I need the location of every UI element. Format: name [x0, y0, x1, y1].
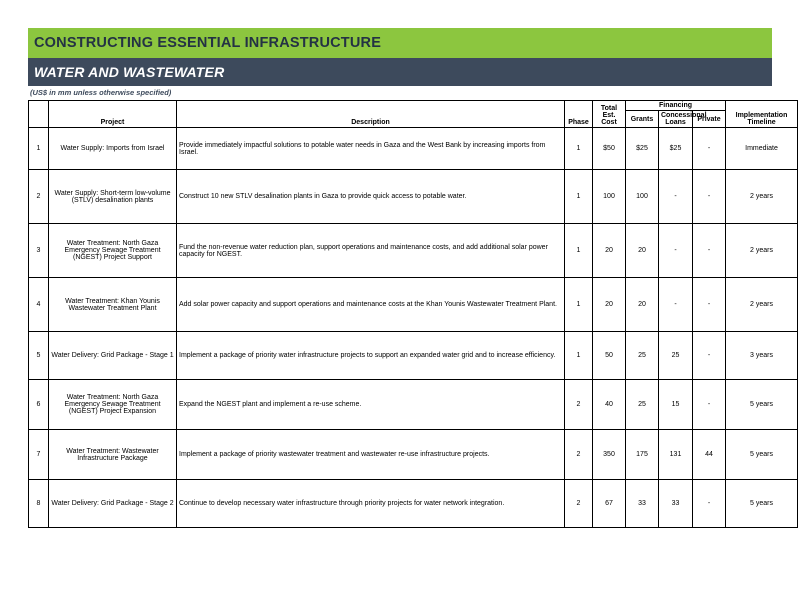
cell-phase: 2	[565, 480, 593, 528]
page-title: CONSTRUCTING ESSENTIAL INFRASTRUCTURE	[34, 35, 382, 51]
cell-private: 44	[693, 430, 726, 480]
col-header-financing: Financing	[626, 101, 726, 111]
slide-subheader-banner	[28, 58, 772, 86]
cell-concessional-loans: $25	[659, 128, 693, 170]
cell-description: Implement a package of priority wastewater treatment and wastewater re-use infrastructure projects.	[177, 430, 565, 480]
cell-phase: 2	[565, 430, 593, 480]
cell-grants: 20	[626, 224, 659, 278]
cell-private: -	[693, 224, 726, 278]
col-header-concessional-line1: Concessional	[661, 112, 707, 119]
cell-concessional-loans: -	[659, 278, 693, 332]
cell-total-cost: 40	[593, 380, 626, 430]
cell-description: Continue to develop necessary water infrastructure through priority projects for water network integration.	[177, 480, 565, 528]
cell-timeline: 2 years	[726, 224, 798, 278]
cell-description: Provide immediately impactful solutions to potable water needs in Gaza and the West Bank by increasing imports from Israel.	[177, 128, 565, 170]
table-row	[29, 480, 798, 528]
table-row	[29, 430, 798, 480]
cell-total-cost: 350	[593, 430, 626, 480]
cell-number: 6	[29, 380, 49, 430]
cell-private: -	[693, 332, 726, 380]
page-subtitle: WATER AND WASTEWATER	[34, 64, 225, 80]
cell-project: Water Treatment: Khan Younis Wastewater Treatment Plant	[49, 278, 177, 332]
cell-description: Construct 10 new STLV desalination plants in Gaza to provide quick access to potable water.	[177, 170, 565, 224]
cell-project: Water Treatment: North Gaza Emergency Sewage Treatment (NGEST) Project Expansion	[49, 380, 177, 430]
cell-description: Fund the non-revenue water reduction plan, support operations and maintenance costs, and add additional solar power capacity for NGEST.	[177, 224, 565, 278]
cell-timeline: 3 years	[726, 332, 798, 380]
col-header-number	[29, 101, 49, 128]
cell-grants: 100	[626, 170, 659, 224]
col-header-total-cost-line3: Cost	[601, 119, 617, 126]
cell-number: 4	[29, 278, 49, 332]
cell-project: Water Delivery: Grid Package - Stage 1	[49, 332, 177, 380]
cell-description: Implement a package of priority water infrastructure projects to support an expanded water grid and to increase efficiency.	[177, 332, 565, 380]
cell-description: Expand the NGEST plant and implement a re-use scheme.	[177, 380, 565, 430]
cell-total-cost: 50	[593, 332, 626, 380]
col-header-implementation-line2: Timeline	[747, 119, 776, 126]
cell-total-cost: 20	[593, 224, 626, 278]
cell-private: -	[693, 380, 726, 430]
cell-project: Water Supply: Short-term low-volume (STLV) desalination plants	[49, 170, 177, 224]
table-row	[29, 170, 798, 224]
cell-description: Add solar power capacity and support operations and maintenance costs at the Khan Younis Wastewater Treatment Plant.	[177, 278, 565, 332]
cell-phase: 1	[565, 332, 593, 380]
cell-private: -	[693, 278, 726, 332]
cell-number: 7	[29, 430, 49, 480]
table-row	[29, 278, 798, 332]
col-header-description: Description	[177, 101, 565, 128]
cell-total-cost: 20	[593, 278, 626, 332]
cell-number: 2	[29, 170, 49, 224]
cell-grants: 25	[626, 332, 659, 380]
col-header-total-cost-line2: Est.	[602, 112, 616, 119]
cell-timeline: 5 years	[726, 480, 798, 528]
cell-total-cost: 67	[593, 480, 626, 528]
cell-phase: 2	[565, 380, 593, 430]
cell-concessional-loans: 131	[659, 430, 693, 480]
cell-concessional-loans: 33	[659, 480, 693, 528]
col-header-phase: Phase	[565, 101, 593, 128]
cell-timeline: 5 years	[726, 380, 798, 430]
cell-grants: 20	[626, 278, 659, 332]
col-header-project: Project	[49, 101, 177, 128]
cell-grants: 175	[626, 430, 659, 480]
cell-grants: 25	[626, 380, 659, 430]
cell-project: Water Treatment: Wastewater Infrastructure Package	[49, 430, 177, 480]
cell-number: 3	[29, 224, 49, 278]
cell-project: Water Supply: Imports from Israel	[49, 128, 177, 170]
col-header-concessional-line2: Loans	[665, 119, 686, 126]
col-header-private: Private	[693, 111, 726, 128]
cell-concessional-loans: -	[659, 170, 693, 224]
table-row	[29, 224, 798, 278]
units-note: (US$ in mm unless otherwise specified)	[30, 88, 172, 97]
col-header-total-cost-line1: Total	[600, 105, 618, 112]
cell-total-cost: $50	[593, 128, 626, 170]
cell-phase: 1	[565, 170, 593, 224]
cell-total-cost: 100	[593, 170, 626, 224]
slide-header-banner	[28, 28, 772, 58]
cell-project: Water Treatment: North Gaza Emergency Sewage Treatment (NGEST) Project Support	[49, 224, 177, 278]
col-header-total-cost	[593, 101, 626, 128]
table-row	[29, 128, 798, 170]
cell-timeline: 2 years	[726, 278, 798, 332]
cell-concessional-loans: 25	[659, 332, 693, 380]
col-header-concessional-loans	[659, 111, 707, 128]
table-header-row-top	[29, 101, 798, 111]
cell-phase: 1	[565, 224, 593, 278]
cell-private: -	[693, 128, 726, 170]
cell-number: 5	[29, 332, 49, 380]
cell-grants: $25	[626, 128, 659, 170]
cell-timeline: 5 years	[726, 430, 798, 480]
table-body	[29, 128, 798, 528]
cell-phase: 1	[565, 278, 593, 332]
col-header-implementation-timeline	[726, 101, 798, 128]
table-header	[29, 101, 798, 128]
table-row	[29, 380, 798, 430]
cell-phase: 1	[565, 128, 593, 170]
cell-number: 8	[29, 480, 49, 528]
cell-project: Water Delivery: Grid Package - Stage 2	[49, 480, 177, 528]
cell-private: -	[693, 170, 726, 224]
cell-private: -	[693, 480, 726, 528]
projects-table	[28, 100, 798, 528]
cell-grants: 33	[626, 480, 659, 528]
table-row	[29, 332, 798, 380]
col-header-implementation-line1: Implementation	[735, 112, 788, 119]
cell-timeline: 2 years	[726, 170, 798, 224]
cell-concessional-loans: -	[659, 224, 693, 278]
col-header-grants: Grants	[626, 111, 659, 128]
cell-timeline: Immediate	[726, 128, 798, 170]
cell-concessional-loans: 15	[659, 380, 693, 430]
cell-number: 1	[29, 128, 49, 170]
